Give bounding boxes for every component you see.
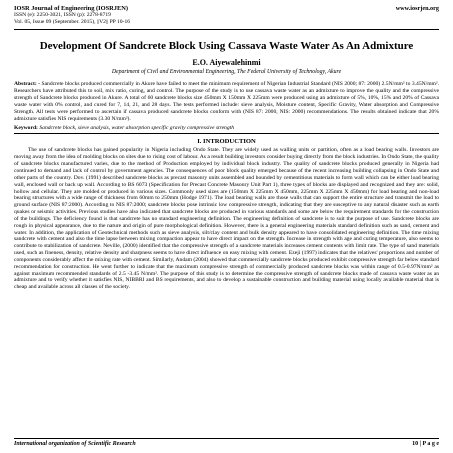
- journal-name: IOSR Journal of Engineering (IOSRJEN): [14, 5, 128, 12]
- author-name: E.O. Aiyewalehinmi: [192, 58, 261, 67]
- abstract-label: Abstract: -: [14, 81, 40, 87]
- section-heading: I. INTRODUCTION: [197, 138, 256, 146]
- keywords-text: Sandcrete block, sieve analysis, water absorption specific gravity compressive strength: [39, 125, 234, 132]
- volume-line: Vol. 05, Issue 09 (September. 2015), ||V2|| PP 10-16: [14, 19, 131, 26]
- keywords: [14, 125, 439, 134]
- footer-journal: International organization of Scientific Research: [14, 441, 136, 447]
- author-affiliation: Department of Civil and Environmental Engineering, The Federal University of Technology, Akure: [111, 69, 342, 75]
- paper-title: Development Of Sandcrete Block Using Cassava Waste Water As An Admixture: [39, 40, 414, 52]
- abstract-text: Sandcrete blocks produced commercially in Akure have failed to meet the minimum requirement of Nigerian Industrial Standard (NIS 2000; 87: 2000) 2.5N/mm² to 3.45N/mm². Researchers have attributed this to soil, mix ratio, curing, and control. The purpose of the study is to use cassava waste water as an admixture to improve the quality and the compressive strength of Sandcrete blocks produced in Akure. A total of 60 sandcrete blocks size 450mm X 150mm X 225mm were produced using an admixture of 5%, 10%, 15% and 20% of Cassava waste water with 0% control, and cured for 7, 14, 21, and 28 days. The tests performed include: sieve analysis, Moisture content, Specific Gravity, Water absorption and Compressive Strength. All tests were performed to ascertain if cassava produced sandcrete blocks conform with (NIS 87: 2000, NIS: 2000) recommendations. The results obtained indicate that 20% admixture satisfies NIS requirements (3.30 N/mm²).: [14, 81, 439, 122]
- journal-website[interactable]: www.iosrjen.org: [395, 5, 439, 12]
- introduction-text: The use of sandcrete blocks has gained popularity in Nigeria including Ondo State. They are widely used as walling units or partition, often as a load bearing walls. Investors are moving away from the idea of molding blocks on sites due to rising cost of labour. As a result building investors consider buying directly from the block industries. In Ondo State, the quality of sandcrete blocks manufactured varies, due to the method of Production employed by individual block industry. The quality of sandcrete blocks produced generally in Nigeria had continued to demand and lack of control by government agencies. The consequences of poor block quality emerged because of the recent increasing building collapsing in Ondo State and other parts of the country. Dov. (1991) described sandcrete blocks as precast masonry units assembled and bounded by cementitious materials to form wall which can be either load bearing wall, enclosed wall or back up wall. According to BS 6073 (Specification for Precast Concrete Masonry Unit Part 1), three types of blocks are displayed and recognized and they are: solid, hollow and cellular. They are molded or produced in various sizes. Commonly used sizes are (150mm X 225mm X 450mm, 225mm X 225mm X 450mm) for load bearing and non-load bearing structures with a wide range of thickness from 60mm to 250mm (Hodge 1971). The load bearing walls are those walls that can support the entire structure and transmit the load to ground surface (NIS 87:2000). According to NIS 87:2000; sandcrete blocks pose intrinsic low compressive strength, indicating that they are susceptive to any natural disaster such as earth quakes or seismic activities. Previous studies have also indicated that sandcrete blocks are produced in various standards and some are below the requirement standards for the construction of the buildings. The deficiency found is that sandcrete has no standard engineering definition. The engineering definition of sandcrete is to suit the purpose of use. Sandcrete blocks are rough in physical appearance, due to the nature and origin of pure morphological definition. However, there is a general engineering materials standard definition such as sand, cement and water. In addition, the application of Geotechnical methods such as sieve analysis, silt/clay content and bulk density appeared to have consolidated engineering definition. The time mixing sandcrete with cement and also the time lapse between mixing compaction appear to have direct impact on the strength. Increase in strength with age and curing temperature, also seems to contribute to stabilization of sandcrete. Neville, (2000) identified that the compressive strength of a sandcrete materials increases cement contents with limit rate. The type of sand materials used, such as fineness, density, relative density and sharpness seems to have direct influence on easy mixing with cement. Ezeji (1997) indicates that the relatives' proportions and number of components considerably affect the mixing rate with cement. Similarly, Andam (2004) showed that commercially sandcrete blocks produced exhibit compressive strength far below standard recommendation for construction. He went further to indicate that the maximum compressive strength of commercially produced sandcrete blocks was within range of 0.5-0.97N/mm² as against maximum recommended standards of 2.5 -3.45 N/mm². The purpose of this study is to determine the compressive strength of sandcrete blocks made of cassava waste water as an admixture and to verify whether it satisfies NIS, NIBBRI and BS requirements, and also to develop a sustainable construction and building material using locally available material that is cheap and available across all classes of the society.: [14, 147, 439, 291]
- page-header: [14, 5, 439, 30]
- issn-line: ISSN (e): 2250-3021, ISSN (p): 2278-8719: [14, 12, 111, 19]
- page-number: 10 | P a g e: [412, 441, 439, 447]
- journal-info: [14, 5, 130, 27]
- paper-page: [14, 5, 439, 449]
- page-footer: [14, 438, 439, 449]
- abstract: [14, 81, 439, 122]
- keywords-label: Keyword:: [14, 125, 38, 132]
